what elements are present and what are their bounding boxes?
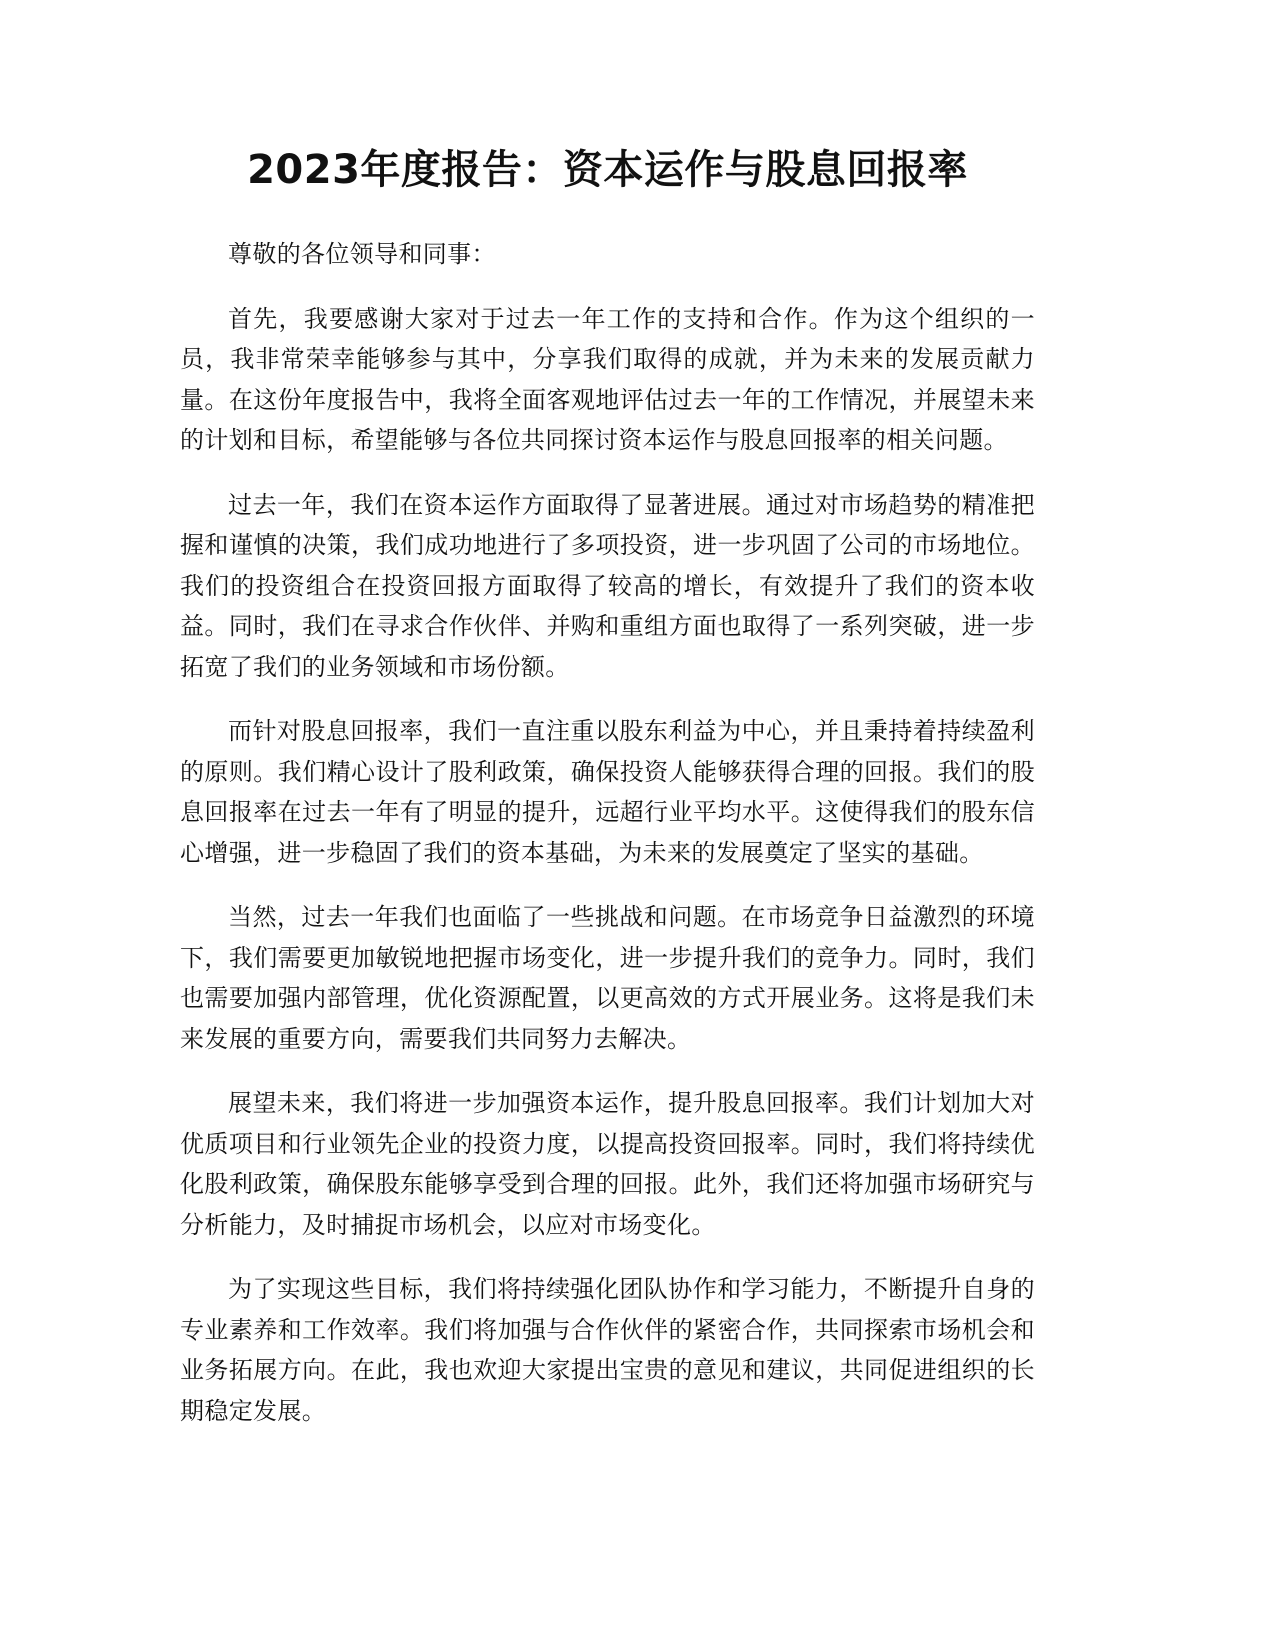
document-page [180, 140, 1035, 1455]
body-paragraph: 过去一年，我们在资本运作方面取得了显著进展。通过对市场趋势的精准把握和谨慎的决策，我们成功地进行了多项投资，进一步巩固了公司的市场地位。我们的投资组合在投资回报方面取得了较高的增长，有效提升了我们的资本收益。同时，我们在寻求合作伙伴、并购和重组方面也取得了一系列突破，进一步拓宽了我们的业务领域和市场份额。 [180, 490, 1035, 681]
salutation: 尊敬的各位领导和同事： [228, 240, 496, 268]
document-title: 2023年度报告：资本运作与股息回报率 [247, 147, 968, 193]
body-paragraph: 首先，我要感谢大家对于过去一年工作的支持和合作。作为这个组织的一员，我非常荣幸能够参与其中，分享我们取得的成就，并为未来的发展贡献力量。在这份年度报告中，我将全面客观地评估过去一年的工作情况，并展望未来的计划和目标，希望能够与各位共同探讨资本运作与股息回报率的相关问题。 [180, 304, 1035, 454]
body-paragraph: 展望未来，我们将进一步加强资本运作，提升股息回报率。我们计划加大对优质项目和行业领先企业的投资力度，以提高投资回报率。同时，我们将持续优化股利政策，确保股东能够享受到合理的回报。此外，我们还将加强市场研究与分析能力，及时捕捉市场机会，以应对市场变化。 [180, 1089, 1035, 1239]
body-paragraph: 当然，过去一年我们也面临了一些挑战和问题。在市场竞争日益激烈的环境下，我们需要更加敏锐地把握市场变化，进一步提升我们的竞争力。同时，我们也需要加强内部管理，优化资源配置，以更高效的方式开展业务。这将是我们未来发展的重要方向，需要我们共同努力去解决。 [180, 903, 1035, 1053]
body-paragraph: 为了实现这些目标，我们将持续强化团队协作和学习能力，不断提升自身的专业素养和工作效率。我们将加强与合作伙伴的紧密合作，共同探索市场机会和业务拓展方向。在此，我也欢迎大家提出宝贵的意见和建议，共同促进组织的长期稳定发展。 [180, 1275, 1035, 1425]
body-paragraph: 而针对股息回报率，我们一直注重以股东利益为中心，并且秉持着持续盈利的原则。我们精心设计了股利政策，确保投资人能够获得合理的回报。我们的股息回报率在过去一年有了明显的提升，远超行业平均水平。这使得我们的股东信心增强，进一步稳固了我们的资本基础，为未来的发展奠定了坚实的基础。 [180, 717, 1035, 867]
